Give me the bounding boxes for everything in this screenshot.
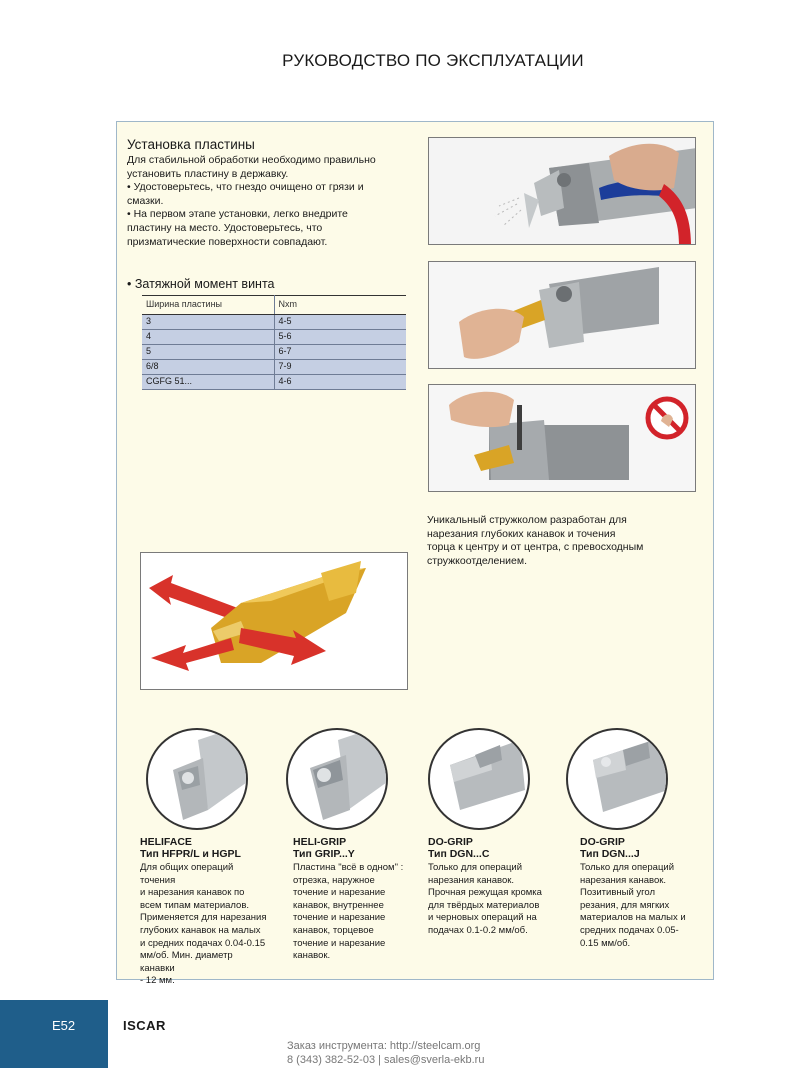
chipbreaker-text xyxy=(427,514,687,568)
table-cell: 7-9 xyxy=(274,360,406,375)
insert-line: канавок, внутреннее xyxy=(293,899,384,911)
insert-line: точение и нарезание xyxy=(293,912,386,924)
table-cell: 4 xyxy=(142,330,274,345)
column-header-torque: Nxm xyxy=(274,296,406,315)
insert-type: Тип GRIP...Y xyxy=(293,848,355,860)
installation-line: смазки. xyxy=(127,194,164,207)
insert-line: Применяется для нарезания xyxy=(140,912,267,924)
insert-line: нарезания канавок. xyxy=(580,874,667,886)
insert-line: резания, для мягких xyxy=(580,899,670,911)
insert-description-do-grip-c xyxy=(428,836,558,938)
table-cell: 6-7 xyxy=(274,345,406,360)
column-header-width: Ширина пластины xyxy=(142,296,274,315)
torque-title: • Затяжной момент винта xyxy=(127,277,275,291)
installation-line: призматические поверхности совпадают. xyxy=(127,235,328,248)
insert-line: Прочная режущая кромка xyxy=(428,887,542,899)
table-cell: 5-6 xyxy=(274,330,406,345)
insert-name: HELI-GRIP xyxy=(293,836,347,848)
table-cell: CGFG 51... xyxy=(142,375,274,390)
insert-line: для твёрдых материалов xyxy=(428,899,540,911)
table-row xyxy=(142,330,406,345)
insert-line: материалов на малых и xyxy=(580,912,686,924)
insert-type: Тип DGN...C xyxy=(428,848,490,860)
insert-line: мм/об. Мин. диаметр канавки xyxy=(140,950,233,974)
heli-grip-insert-icon xyxy=(288,730,388,830)
table-header-row xyxy=(142,296,406,315)
insert-type: Тип DGN...J xyxy=(580,848,640,860)
insert-description-heli-grip xyxy=(293,836,423,963)
insert-line: канавок, торцевое xyxy=(293,924,374,936)
insert-line: канавок. xyxy=(293,950,331,962)
do-grip-c-insert-icon xyxy=(430,730,530,830)
insert-line: и черновых операций на xyxy=(428,912,537,924)
key-warning-illustration xyxy=(429,385,696,492)
insert-line: глубоких канавок на малых xyxy=(140,924,261,936)
photo-inserting-insert xyxy=(428,261,696,369)
insert-description-do-grip-j xyxy=(580,836,710,950)
insert-image-heliface xyxy=(146,728,248,830)
insert-line: точение и нарезание xyxy=(293,937,386,949)
insert-line: Для общих операций точения xyxy=(140,862,234,886)
insert-line: точение и нарезание xyxy=(293,887,386,899)
insert-line: Только для операций xyxy=(580,862,675,873)
inserting-insert-illustration xyxy=(429,262,696,369)
installation-line: Для стабильной обработки необходимо правильно xyxy=(127,154,376,166)
table-row xyxy=(142,360,406,375)
insert-line: всем типам материалов. xyxy=(140,899,250,911)
insert-line: Только для операций xyxy=(428,862,523,873)
photo-cleaning-pocket xyxy=(428,137,696,245)
insert-line: отрезка, наружное xyxy=(293,874,375,886)
insert-image-do-grip-c xyxy=(428,728,530,830)
do-grip-j-insert-icon xyxy=(568,730,668,830)
insert-name: DO-GRIP xyxy=(580,836,625,848)
insert-line: и нарезания канавок по xyxy=(140,887,245,899)
installation-line: • На первом этапе установки, легко внедрите xyxy=(127,208,348,221)
chipbreaker-line: стружкоотделением. xyxy=(427,554,528,567)
insert-line: подачах 0.1-0.2 мм/об. xyxy=(428,924,528,936)
table-cell: 4-6 xyxy=(274,375,406,390)
insert-line: нарезания канавок. xyxy=(428,874,515,886)
insert-line: Позитивный угол xyxy=(580,887,656,899)
page-title: РУКОВОДСТВО ПО ЭКСПЛУАТАЦИИ xyxy=(282,51,584,70)
table-cell: 6/8 xyxy=(142,360,274,375)
insert-name: HELIFACE xyxy=(140,836,192,848)
chipbreaker-line: Уникальный стружколом разработан для xyxy=(427,514,627,526)
footer-order-line: Заказ инструмента: http://steelcam.org xyxy=(287,1040,481,1052)
table-cell: 4-5 xyxy=(274,315,406,330)
insert-description-heliface xyxy=(140,836,270,988)
table-row xyxy=(142,375,406,390)
page-number-box xyxy=(0,1000,108,1068)
installation-title: Установка пластины xyxy=(127,137,255,152)
installation-text xyxy=(127,154,397,249)
insert-image-do-grip-j xyxy=(566,728,668,830)
footer-contact-line: 8 (343) 382-52-03 | sales@sverla-ekb.ru xyxy=(287,1054,485,1066)
insert-line: - 12 мм. xyxy=(140,975,175,987)
photo-insert-chip-flow xyxy=(140,552,408,690)
table-row xyxy=(142,315,406,330)
insert-name: DO-GRIP xyxy=(428,836,473,848)
page-number: E52 xyxy=(52,1018,76,1033)
table-cell: 3 xyxy=(142,315,274,330)
photo-key-warning xyxy=(428,384,696,492)
insert-line: средних подачах 0.05- xyxy=(580,924,679,936)
brand-name: ISCAR xyxy=(123,1018,166,1033)
chipbreaker-line: торца к центру и от центра, с превосходным xyxy=(427,541,644,554)
installation-line: пластину на место. Удостоверьтесь, что xyxy=(127,221,323,234)
insert-line: 0.15 мм/об. xyxy=(580,937,631,949)
insert-line: Пластина "всё в одном" : xyxy=(293,862,404,873)
cleaning-pocket-illustration xyxy=(429,138,696,245)
insert-image-heli-grip xyxy=(286,728,388,830)
insert-line: и средних подачах 0.04-0.15 xyxy=(140,937,266,949)
installation-line: установить пластину в державку. xyxy=(127,167,289,180)
heliface-insert-icon xyxy=(148,730,248,830)
table-cell: 5 xyxy=(142,345,274,360)
installation-line: • Удостоверьтесь, что гнездо очищено от грязи и xyxy=(127,181,364,194)
insert-type: Тип HFPR/L и HGPL xyxy=(140,848,241,860)
table-row xyxy=(142,345,406,360)
chipbreaker-line: нарезания глубоких канавок и точения xyxy=(427,527,616,540)
insert-chip-flow-illustration xyxy=(141,553,408,690)
torque-table xyxy=(142,295,406,390)
